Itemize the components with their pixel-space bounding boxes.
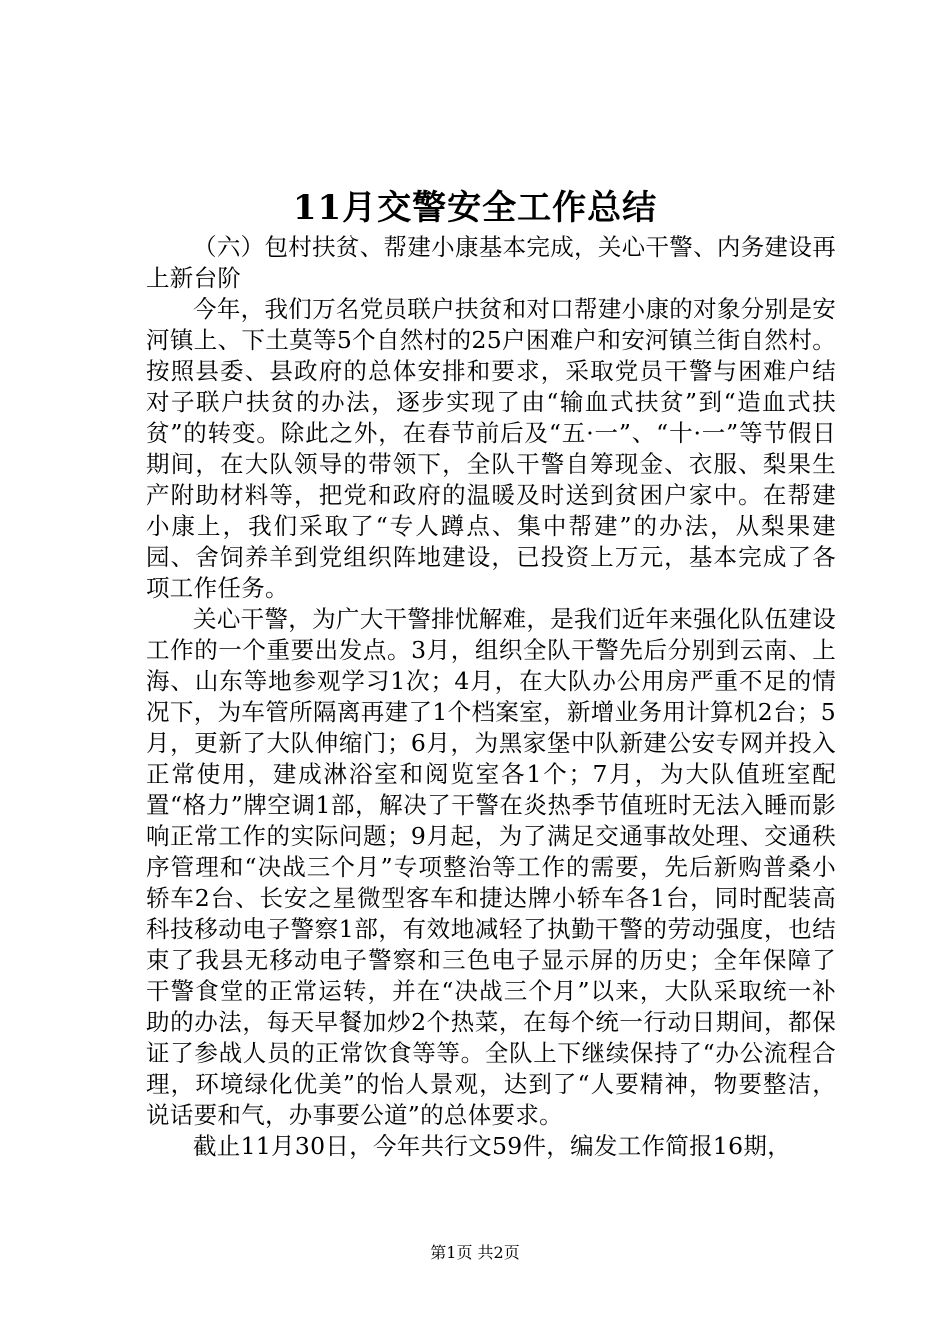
document-body xyxy=(146,232,836,1162)
staff-care-paragraph: 关心干警，为广大干警排忧解难，是我们近年来强化队伍建设工作的一个重要出发点。3月，组织全队干警先后分别到云南、上海、山东等地参观学习1次；4月，在大队办公用房严重不足的情况下，为车管所隔离再建了1个档案室，新增业务用计算机2台；5月，更新了大队伸缩门；6月，为黑家堡中队新建公安专网并投入正常使用，建成淋浴室和阅览室各1个；7月，为大队值班室配置“格力”牌空调1部，解决了干警在炎热季节值班时无法入睡而影响正常工作的实际问题；9月起，为了满足交通事故处理、交通秩序管理和“决战三个月”专项整治等工作的需要，先后新购普桑小轿车2台、长安之星微型客车和捷达牌小轿车各1台，同时配装高科技移动电子警察1部，有效地减轻了执勤干警的劳动强度，也结束了我县无移动电子警察和三色电子显示屏的历史；全年保障了干警食堂的正常运转，并在“决战三个月”以来，大队采取统一补助的办法，每天早餐加炒2个热菜，在每个统一行动日期间，都保证了参战人员的正常饮食等等。全队上下继续保持了“办公流程合理，环境绿化优美”的怡人景观，达到了“人要精神，物要整洁，说话要和气，办事要公道”的总体要求。 xyxy=(146,605,836,1129)
poverty-relief-paragraph: 今年，我们万名党员联户扶贫和对口帮建小康的对象分别是安河镇上、下土莫等5个自然村的25户困难户和安河镇兰街自然村。按照县委、县政府的总体安排和要求，采取党员干警与困难户结对子联户扶贫的办法，逐步实现了由“输血式扶贫”到“造血式扶贫”的转变。除此之外，在春节前后及“五·一”、“十·一”等节假日期间，在大队领导的带领下，全队干警自筹现金、衣服、梨果生产附助材料等，把党和政府的温暖及时送到贫困户家中。在帮建小康上，我们采取了“专人蹲点、集中帮建”的办法，从梨果建园、舍饲养羊到党组织阵地建设，已投资上万元，基本完成了各项工作任务。 xyxy=(146,295,836,602)
page-footer: 第1页 共2页 xyxy=(430,1243,520,1262)
section-heading-paragraph: （六）包村扶贫、帮建小康基本完成，关心干警、内务建设再上新台阶 xyxy=(146,233,836,292)
document-title: 11月交警安全工作总结 xyxy=(292,188,658,228)
document-stats-paragraph: 截止11月30日，今年共行文59件，编发工作简报16期， xyxy=(193,1132,792,1160)
